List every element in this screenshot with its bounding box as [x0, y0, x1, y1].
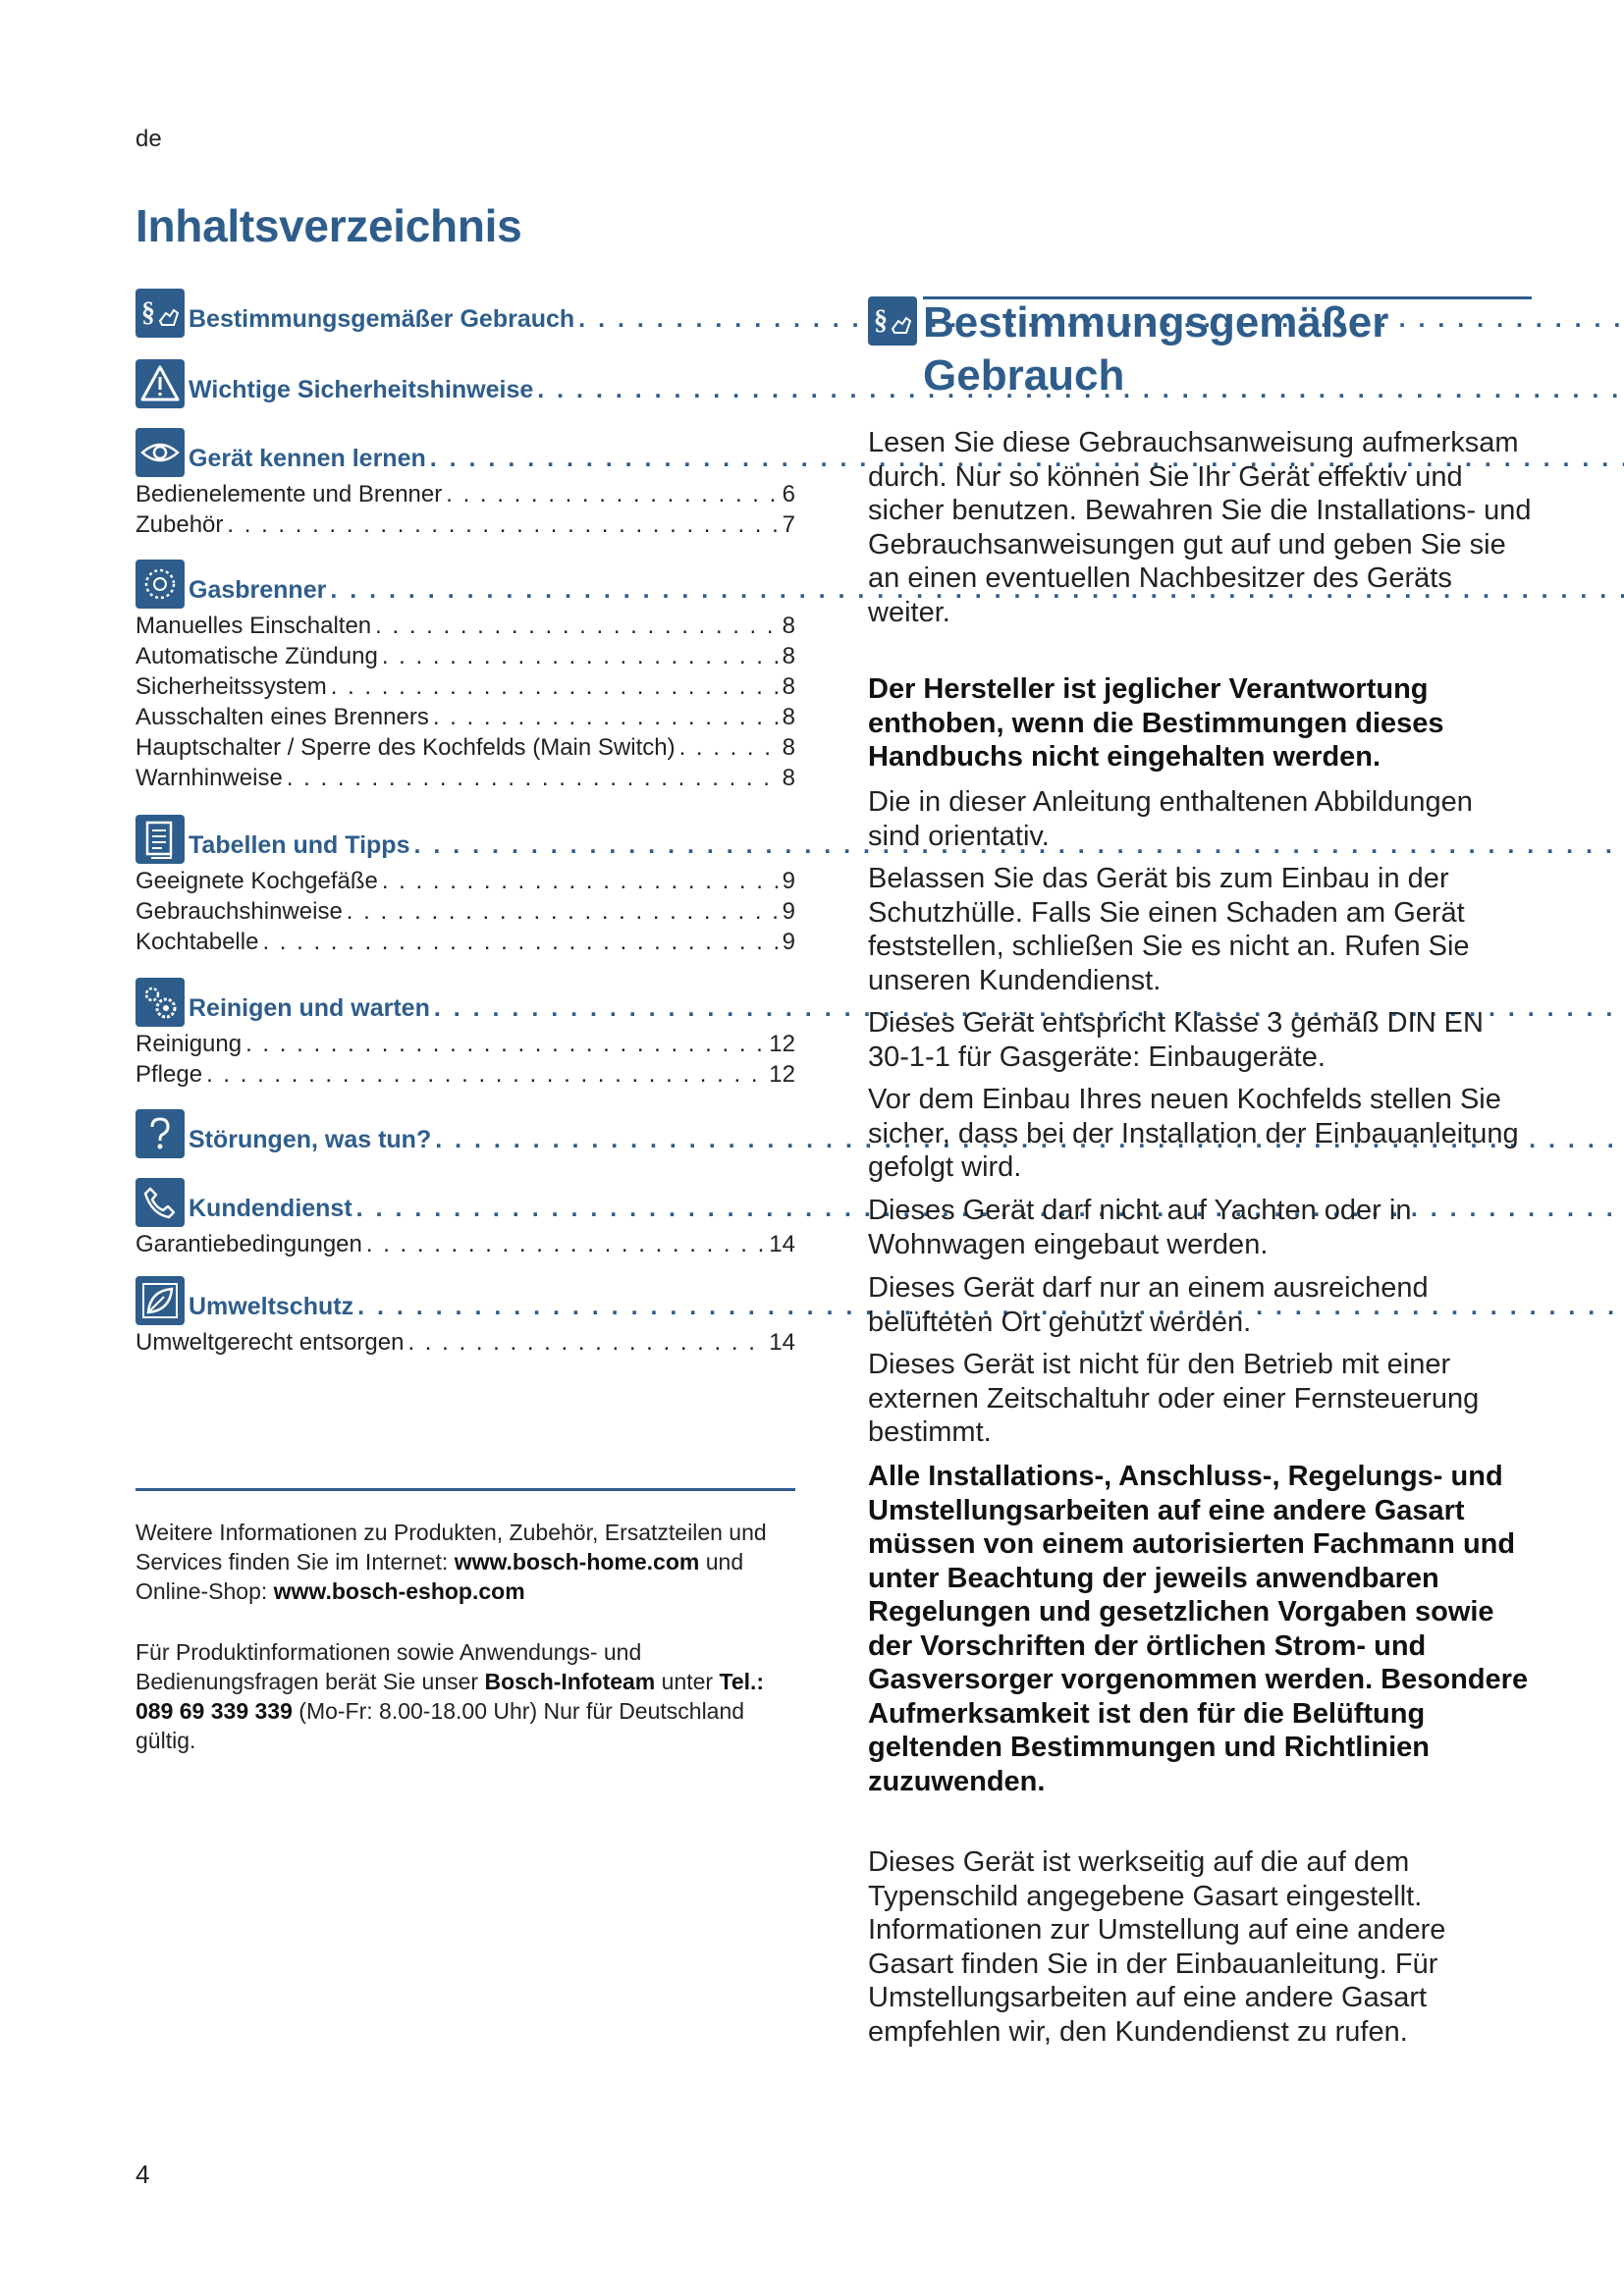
toc-page-number: 8 — [782, 765, 795, 791]
toc-section-label: Kundendienst — [189, 1195, 352, 1222]
toc-subentry[interactable] — [135, 765, 795, 795]
warning-icon — [135, 359, 185, 408]
toc-section[interactable] — [135, 285, 795, 338]
info-text: und Online-Shop: — [135, 1549, 744, 1604]
toc-page-number: 14 — [769, 1231, 795, 1257]
info-text: (Mo-Fr: 8.00-18.00 Uhr) Nur für Deutschland gültig. — [135, 1698, 745, 1753]
toc-subentry-label: Manuelles Einschalten — [135, 613, 372, 639]
toc-subentry-label: Gebrauchshinweise — [135, 898, 343, 925]
page-number: 4 — [135, 2160, 150, 2189]
toc-subentry-label: Ausschalten eines Brenners — [135, 704, 429, 730]
toc-subentry[interactable] — [135, 481, 795, 511]
toc-page-number: 8 — [782, 673, 795, 700]
shop-link[interactable]: www.bosch-eshop.com — [273, 1578, 525, 1604]
toc-subentry-label: Automatische Zündung — [135, 643, 378, 669]
toc-page-number: 8 — [782, 613, 795, 639]
body-paragraph: Alle Installations-, Anschluss-, Regelungs- und Umstellungsarbeiten auf eine andere Gasart müssen von einem autorisierten Fachmann und unter Beachtung der jeweils anwendbaren Regelungen und gesetzlichen Vorgaben sowie der Vorschriften der örtlichen Strom- und Gasversorger vorgenommen werden. Besondere Aufmerksamkeit ist den für die Belüftung geltenden Bestimmungen und Richtlinien zuzuwenden. — [868, 1461, 1529, 1797]
paragraph-hand-icon — [135, 289, 185, 338]
page-title: Inhaltsverzeichnis — [135, 200, 522, 251]
toc-page-number: 12 — [769, 1031, 795, 1057]
toc-section-label: Reinigen und warten — [189, 994, 430, 1022]
svg-text:§: § — [141, 297, 155, 328]
toc-page-number: 6 — [782, 481, 795, 507]
toc-section-label: Umweltschutz — [189, 1293, 354, 1320]
toc-page-number: 9 — [782, 868, 795, 894]
info-internet — [135, 1518, 795, 1606]
toc-subentry-label: Warnhinweise — [135, 765, 283, 791]
body-paragraph: Dieses Gerät darf nur an einem ausreichend belüfteten Ort genutzt werden. — [868, 1272, 1429, 1338]
gears-icon — [135, 978, 185, 1027]
toc-subentry[interactable] — [135, 643, 795, 673]
toc-section-label: Störungen, was tun? — [189, 1126, 432, 1153]
toc-subentry-label: Zubehör — [135, 511, 224, 538]
toc-page-number: 8 — [782, 643, 795, 669]
body-paragraph: Dieses Gerät darf nicht auf Yachten oder in Wohnwagen eingebaut werden. — [868, 1195, 1412, 1260]
toc-section-label: Tabellen und Tipps — [189, 831, 410, 859]
toc-subentry[interactable] — [135, 1061, 795, 1092]
toc-section-label: Gerät kennen lernen — [189, 445, 426, 472]
section-title: Bestimmungsgemäßer Gebrauch — [923, 298, 1389, 400]
toc-subentry[interactable] — [135, 1231, 795, 1261]
body-paragraph: Belassen Sie das Gerät bis zum Einbau in der Schutzhülle. Falls Sie einen Schaden am Gerät feststellen, schließen Sie es nicht an. Rufen Sie unseren Kundendienst. — [868, 863, 1470, 996]
toc-subentry[interactable] — [135, 734, 795, 765]
toc-subentry-label: Garantiebedingungen — [135, 1231, 362, 1257]
toc-section[interactable] — [135, 1174, 795, 1227]
toc-subentry-label: Umweltgerecht entsorgen — [135, 1329, 405, 1356]
toc-subentry[interactable] — [135, 898, 795, 929]
toc-page-number: 9 — [782, 898, 795, 925]
toc-page-number: 9 — [782, 929, 795, 955]
paragraph-hand-icon — [868, 296, 917, 346]
toc-subentry-label: Bedienelemente und Brenner — [135, 481, 443, 507]
toc-subentry-label: Kochtabelle — [135, 929, 259, 955]
toc-section-label: Wichtige Sicherheitshinweise — [189, 376, 534, 403]
body-paragraph: Dieses Gerät ist werkseitig auf die auf dem Typenschild angegebene Gasart eingestellt. Informationen zur Umstellung auf eine andere Gasart finden Sie in der Einbauanleitung. Für Umstellungsarbeiten auf eine andere Gasart empfehlen wir, den Kundendienst zu rufen. — [868, 1846, 1446, 2048]
toc-subentry[interactable] — [135, 929, 795, 959]
infoteam-name: Bosch-Infoteam — [484, 1669, 656, 1694]
info-hotline — [135, 1637, 795, 1755]
document-icon — [135, 815, 185, 864]
toc-subentry-label: Hauptschalter / Sperre des Kochfelds (Main Switch) — [135, 734, 676, 761]
phone-icon — [135, 1178, 185, 1227]
toc-subentry-label: Reinigung — [135, 1031, 243, 1057]
toc-subentry-label: Sicherheitssystem — [135, 673, 327, 700]
toc-section-label: Gasbrenner — [189, 576, 327, 604]
toc-subentry[interactable] — [135, 704, 795, 734]
body-paragraph: Dieses Gerät ist nicht für den Betrieb mit einer externen Zeitschaltuhr oder einer Fernsteuerung bestimmt. — [868, 1349, 1480, 1448]
toc-section[interactable] — [135, 1272, 795, 1325]
info-text: Für Produktinformationen sowie Anwendungs- und Bedienungsfragen berät Sie unser — [135, 1639, 642, 1694]
toc-subentry-label: Pflege — [135, 1061, 203, 1088]
body-paragraph: Lesen Sie diese Gebrauchsanweisung aufmerksam durch. Nur so können Sie Ihr Gerät effektiv und sicher benutzen. Bewahren Sie die Installations- und Gebrauchsanweisungen gut auf und geben Sie sie an einen eventuellen Nachbesitzer des Geräts weiter. — [868, 427, 1532, 628]
website-link[interactable]: www.bosch-home.com — [454, 1549, 700, 1575]
toc-subentry[interactable] — [135, 613, 795, 643]
toc-subentry[interactable] — [135, 868, 795, 898]
toc-subentry-label: Geeignete Kochgefäße — [135, 868, 378, 894]
toc-page-number: 14 — [769, 1329, 795, 1356]
info-text: unter — [655, 1669, 720, 1694]
toc-subentry[interactable] — [135, 673, 795, 704]
question-icon — [135, 1109, 185, 1158]
body-paragraph: Die in dieser Anleitung enthaltenen Abbildungen sind orientativ. — [868, 786, 1473, 852]
eye-icon — [135, 428, 185, 477]
burner-icon — [135, 560, 185, 609]
toc-section-label: Bestimmungsgemäßer Gebrauch — [189, 305, 575, 333]
toc-section[interactable] — [135, 811, 795, 864]
toc-subentry[interactable] — [135, 511, 795, 542]
toc-section[interactable] — [135, 556, 795, 609]
leaf-icon — [135, 1276, 185, 1325]
svg-text:§: § — [874, 305, 888, 336]
toc-subentry[interactable] — [135, 1329, 795, 1360]
toc-page-number: 8 — [782, 734, 795, 761]
toc-section[interactable] — [135, 355, 795, 408]
toc-page-number: 12 — [769, 1061, 795, 1088]
toc-page-number: 8 — [782, 704, 795, 730]
toc-section[interactable] — [135, 1105, 795, 1158]
phone-number: Tel.: 089 69 339 339 — [135, 1669, 765, 1724]
language-code: de — [135, 126, 162, 152]
info-text: Weitere Informationen zu Produkten, Zubehör, Ersatzteilen und Services finden Sie im Internet: — [135, 1520, 767, 1575]
toc-page-number: 7 — [782, 511, 795, 538]
body-paragraph: Vor dem Einbau Ihres neuen Kochfelds stellen Sie sicher, dass bei der Installation der Einbauanleitung gefolgt wird. — [868, 1084, 1519, 1183]
toc-subentry[interactable] — [135, 1031, 795, 1061]
divider — [135, 1488, 795, 1491]
toc-section[interactable] — [135, 424, 795, 477]
body-paragraph: Der Hersteller ist jeglicher Verantwortung enthoben, wenn die Bestimmungen dieses Handbuchs nicht eingehalten werden. — [868, 673, 1444, 773]
body-paragraph: Dieses Gerät entspricht Klasse 3 gemäß DIN EN 30-1-1 für Gasgeräte: Einbaugeräte. — [868, 1007, 1484, 1073]
toc-section[interactable] — [135, 974, 795, 1027]
